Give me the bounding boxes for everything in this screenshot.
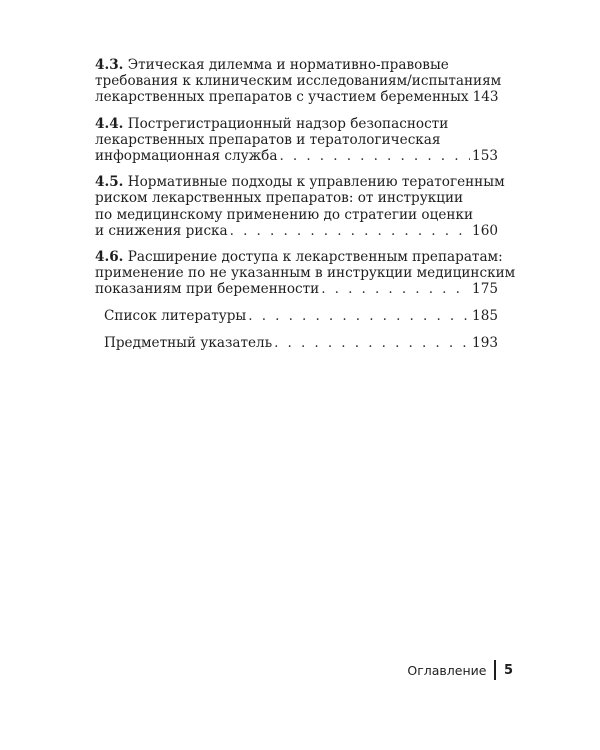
toc-entry-subject-index[interactable] xyxy=(95,335,498,351)
toc-entry-page: 193 xyxy=(472,334,498,351)
toc-entry-4-3[interactable] xyxy=(95,57,502,106)
toc-entry-title: Список литературы xyxy=(104,307,247,324)
toc-entry-title-line: по медицинскому применению до стратегии оценки xyxy=(95,206,474,223)
toc-entry-number: 4.6. xyxy=(95,249,124,266)
page-footer xyxy=(407,660,513,680)
toc-entry-number: 4.3. xyxy=(95,57,124,73)
toc-entry-title-line: Нормативные подходы к управлению тератогенным xyxy=(127,174,505,191)
toc-entry-page: 160 xyxy=(472,222,498,239)
toc-entry-references[interactable] xyxy=(95,308,498,324)
dot-leader xyxy=(274,335,470,351)
toc-entry-page: 185 xyxy=(472,307,498,324)
toc-entry-title-line: Этическая дилемма и нормативно-правовые xyxy=(127,57,449,73)
toc-entry-title-line: информационная служба xyxy=(95,148,278,165)
toc-entry-title-line: и снижения риска xyxy=(95,222,228,239)
footer-divider xyxy=(494,660,496,680)
toc-entry-number: 4.4. xyxy=(95,115,124,132)
toc-entry-page: 153 xyxy=(472,148,498,165)
toc-entry-4-5[interactable] xyxy=(95,174,505,239)
toc-entry-title-line: риском лекарственных препаратов: от инструкции xyxy=(95,190,464,207)
dot-leader xyxy=(279,148,470,164)
toc-entry-4-4[interactable] xyxy=(95,116,498,165)
toc-entry-title-line: Пострегистрационный надзор безопасности xyxy=(127,115,449,132)
dot-leader xyxy=(321,281,470,297)
toc-entry-page: 175 xyxy=(472,281,498,298)
running-head-section: Оглавление xyxy=(407,662,487,678)
toc-entry-title-line: лекарственных препаратов и тератологическая xyxy=(95,131,441,148)
toc-entry-4-6[interactable] xyxy=(95,249,516,298)
toc-entry-title-line: показаниям при беременности xyxy=(95,281,320,298)
table-of-contents xyxy=(95,57,516,362)
toc-entry-title: Предметный указатель xyxy=(104,334,273,351)
toc-entry-title-line: лекарственных препаратов с участием беременных xyxy=(95,89,469,106)
dot-leader xyxy=(230,223,470,239)
dot-leader xyxy=(248,308,470,324)
toc-entry-title-line: применение по не указанным в инструкции медицинским xyxy=(95,265,516,282)
toc-entry-page: 143 xyxy=(472,89,499,106)
page-number: 5 xyxy=(503,662,513,678)
toc-entry-title-line: требования к клиническим исследованиям/испытаниям xyxy=(95,73,502,90)
toc-entry-title-line: Расширение доступа к лекарственным препаратам: xyxy=(127,249,503,266)
toc-entry-number: 4.5. xyxy=(95,174,124,191)
